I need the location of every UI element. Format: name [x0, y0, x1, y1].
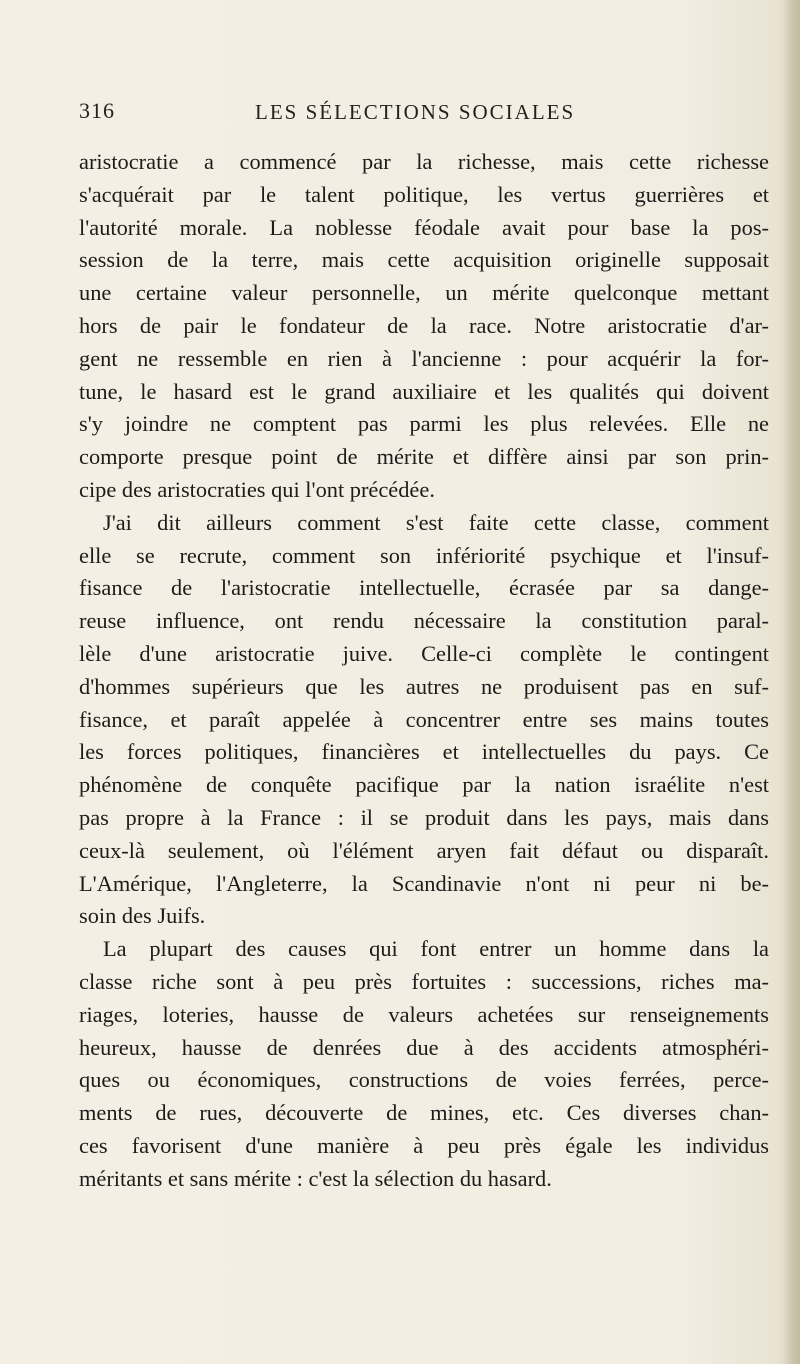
paragraph-end-line: méritants et sans mérite : c'est la sélection du hasard. [79, 1165, 552, 1191]
text-line: fisance, et paraît appelée à concentrer entre ses mains toutes [79, 706, 769, 732]
text-line: ques ou économiques, constructions de voies ferrées, perce- [79, 1067, 769, 1093]
text-line: lèle d'une aristocratie juive. Celle-ci complète le contingent [79, 640, 769, 666]
text-line: fisance de l'aristocratie intellectuelle, écrasée par sa dange- [79, 575, 769, 601]
text-line: reuse influence, ont rendu nécessaire la constitution paral- [79, 608, 769, 634]
text-line: pas propre à la France : il se produit dans les pays, mais dans [79, 804, 769, 830]
text-line: ments de rues, découverte de mines, etc. Ces diverses chan- [79, 1100, 769, 1126]
text-line: heureux, hausse de denrées due à des accidents atmosphéri- [79, 1034, 769, 1060]
text-line: les forces politiques, financières et intellectuelles du pays. Ce [79, 739, 769, 765]
text-line: une certaine valeur personnelle, un mérite quelconque mettant [79, 280, 769, 306]
page-number: 316 [79, 98, 115, 123]
paragraph-start-line: J'ai dit ailleurs comment s'est faite cette classe, comment [103, 509, 769, 535]
text-line: session de la terre, mais cette acquisition originelle supposait [79, 247, 769, 273]
text-line: comporte presque point de mérite et diffère ainsi par son prin- [79, 444, 769, 470]
paragraph-start-line: La plupart des causes qui font entrer un homme dans la [103, 936, 769, 962]
text-line: phénomène de conquête pacifique par la nation israélite n'est [79, 772, 769, 798]
text-line: hors de pair le fondateur de la race. Notre aristocratie d'ar- [79, 312, 769, 338]
text-line: L'Amérique, l'Angleterre, la Scandinavie n'ont ni peur ni be- [79, 870, 769, 896]
paragraph-end-line: soin des Juifs. [79, 903, 206, 929]
page-header [0, 98, 800, 134]
text-line: d'hommes supérieurs que les autres ne produisent pas en suf- [79, 673, 769, 699]
page-edge-shadow [782, 0, 800, 1364]
text-line: ceux-là seulement, où l'élément aryen fait défaut ou disparaît. [79, 837, 769, 863]
text-line: aristocratie a commencé par la richesse, mais cette richesse [79, 149, 769, 174]
text-line: elle se recrute, comment son infériorité psychique et l'insuf- [79, 542, 769, 568]
text-line: tune, le hasard est le grand auxiliaire et les qualités qui doivent [79, 378, 769, 404]
running-head: LES SÉLECTIONS SOCIALES [255, 100, 576, 124]
paragraph-end-line: cipe des aristocraties qui l'ont précédée. [79, 476, 435, 502]
body-text [79, 146, 769, 1196]
text-line: s'acquérait par le talent politique, les vertus guerrières et [79, 181, 769, 207]
text-line: gent ne ressemble en rien à l'ancienne : pour acquérir la for- [79, 345, 769, 371]
text-line: s'y joindre ne comptent pas parmi les plus relevées. Elle ne [79, 411, 769, 437]
text-line: classe riche sont à peu près fortuites : successions, riches ma- [79, 968, 769, 994]
text-line: riages, loteries, hausse de valeurs achetées sur renseignements [79, 1001, 769, 1027]
text-line: l'autorité morale. La noblesse féodale avait pour base la pos- [79, 214, 769, 240]
text-line: ces favorisent d'une manière à peu près égale les individus [79, 1132, 769, 1158]
